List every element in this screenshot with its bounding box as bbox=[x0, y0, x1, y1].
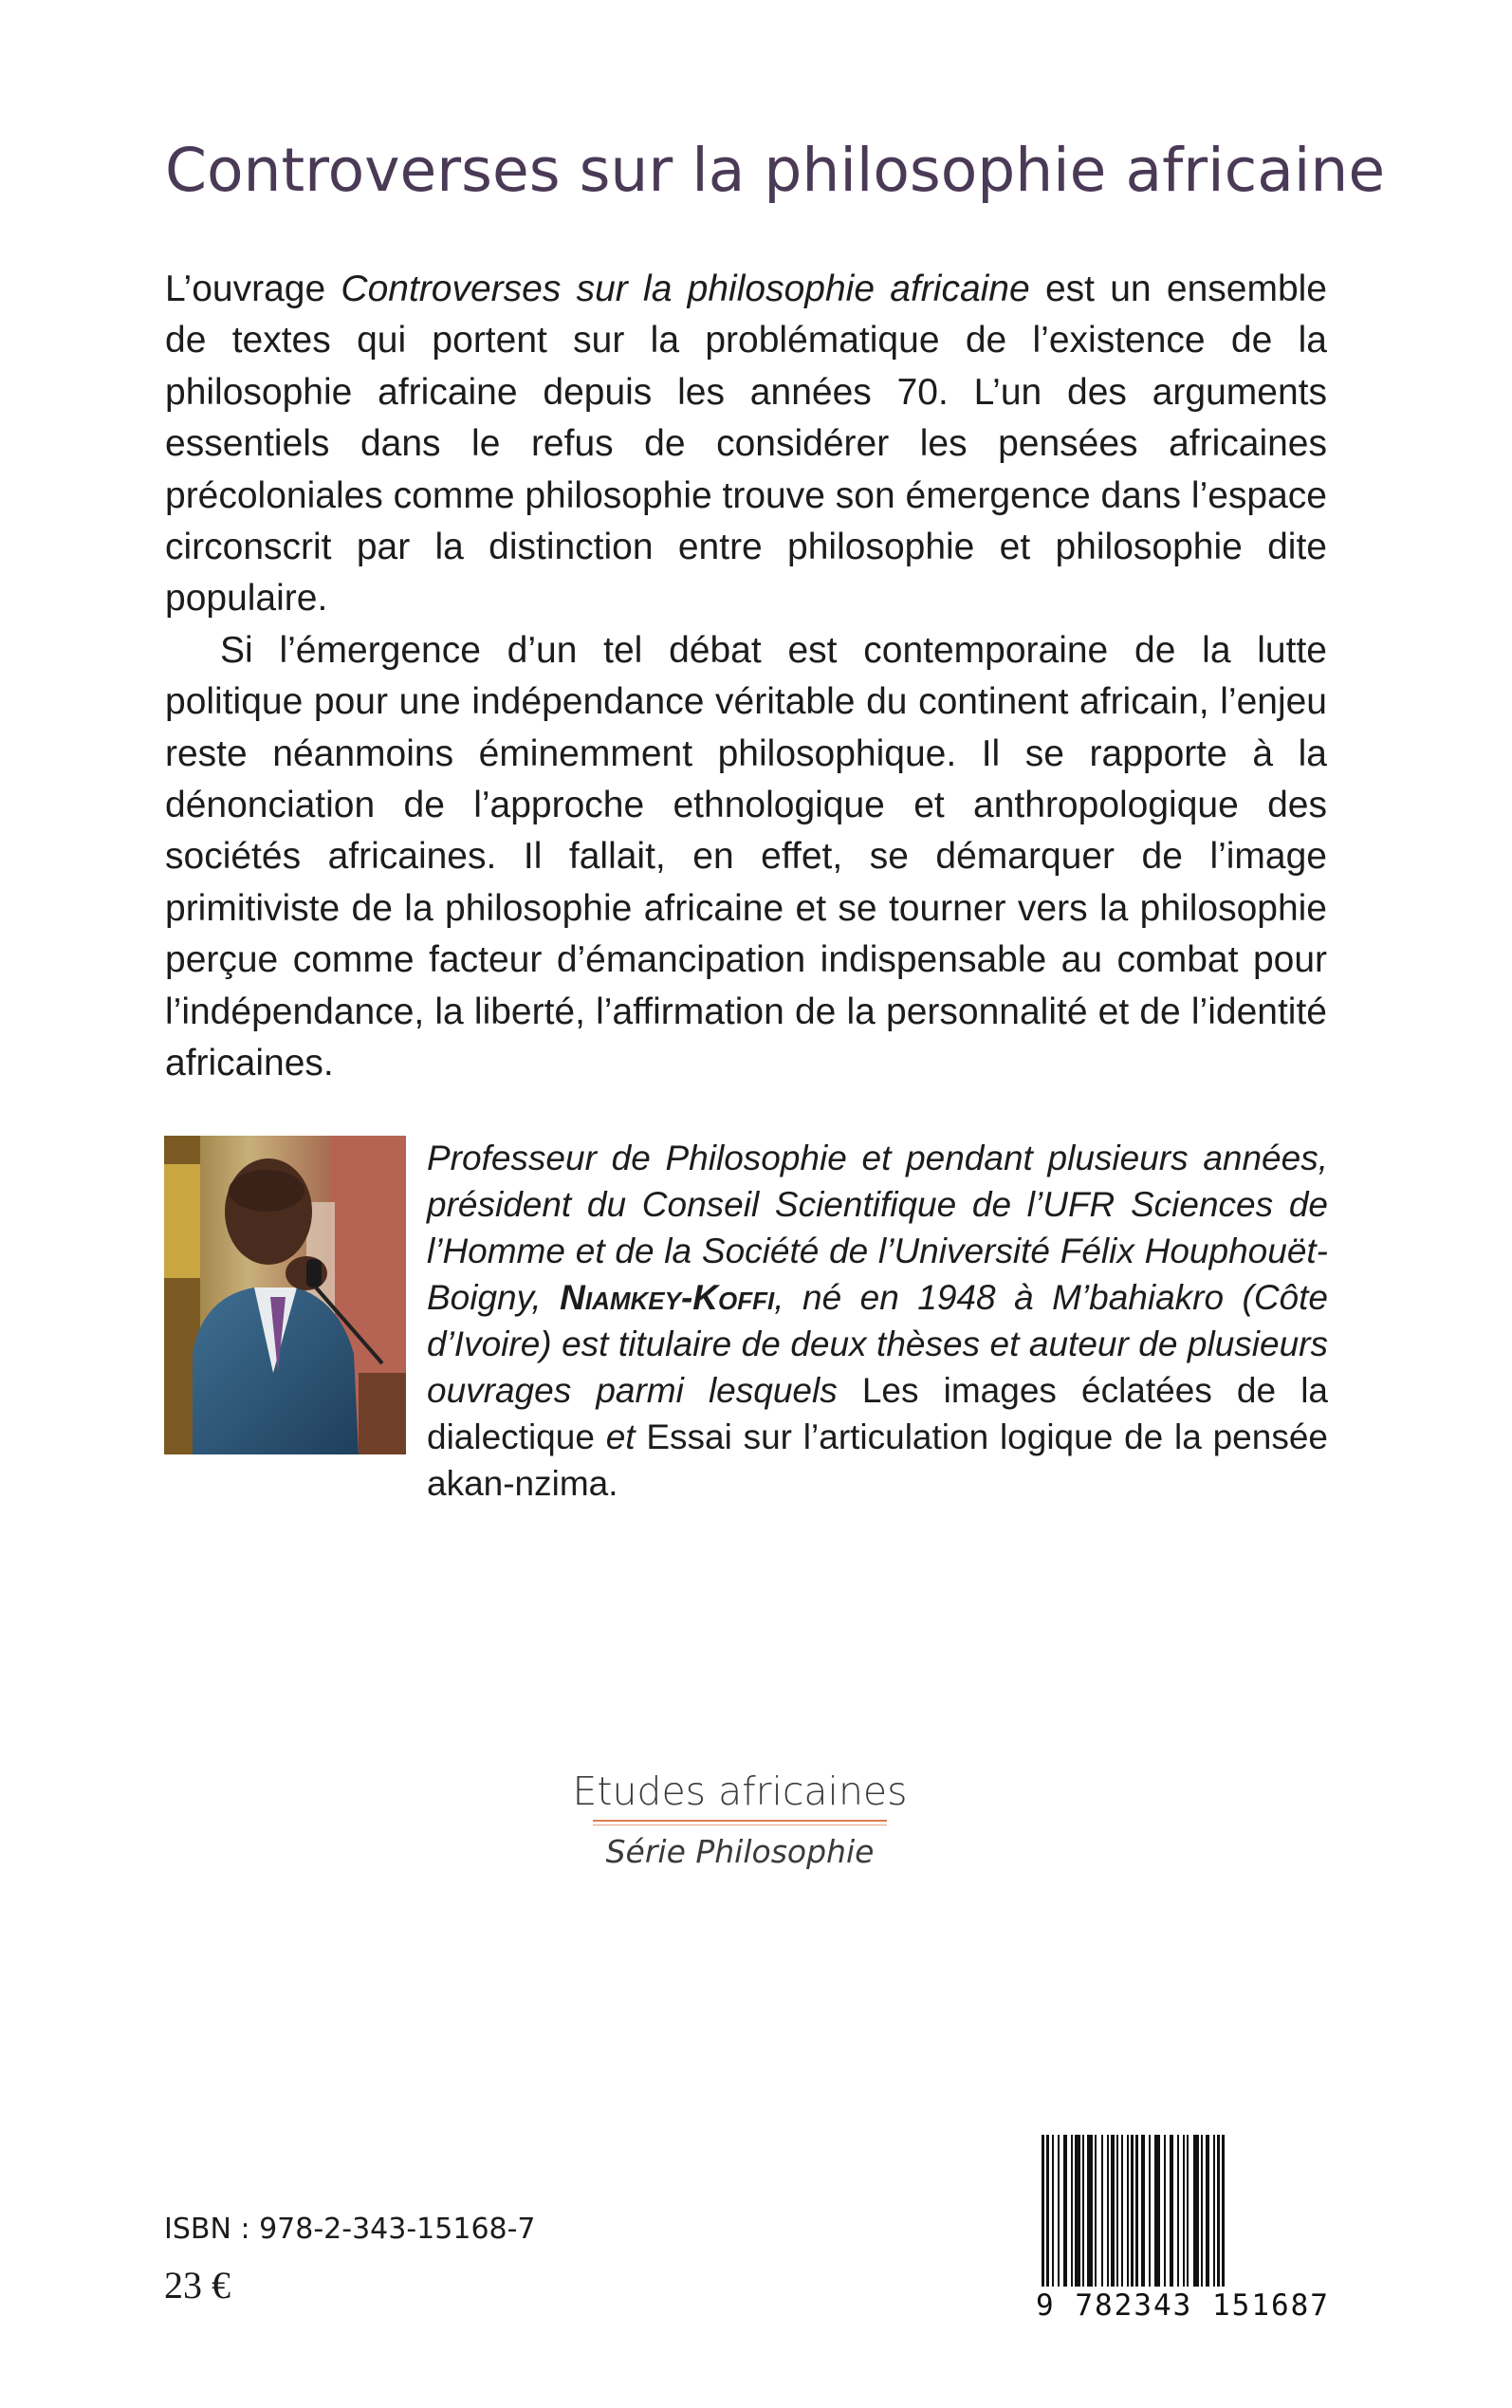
author-portrait-image bbox=[164, 1136, 406, 1454]
barcode-bar bbox=[1071, 2135, 1073, 2287]
barcode-bar bbox=[1101, 2135, 1103, 2287]
barcode-bar bbox=[1206, 2135, 1209, 2287]
bio-work-1: Les images éclatées de la dialectique bbox=[427, 1371, 1329, 1456]
price: 23 € bbox=[164, 2264, 230, 2306]
bio-connector: et bbox=[594, 1417, 647, 1456]
barcode-digits: 9 782343 151687 bbox=[1034, 2287, 1332, 2325]
barcode-bar bbox=[1183, 2135, 1185, 2287]
author-name: Niamkey-Koffi bbox=[560, 1278, 775, 1317]
barcode-bar bbox=[1063, 2135, 1067, 2287]
barcode-bar bbox=[1116, 2135, 1118, 2287]
book-title: Controverses sur la philosophie africaine bbox=[165, 136, 1386, 205]
barcode-bar bbox=[1121, 2135, 1123, 2287]
barcode-bar bbox=[1213, 2135, 1215, 2287]
barcode-bar bbox=[1154, 2135, 1160, 2287]
summary-text bbox=[165, 264, 1327, 1090]
barcode-bar bbox=[1164, 2135, 1166, 2287]
barcode-bar bbox=[1170, 2135, 1173, 2287]
summary-rest: est un ensemble de textes qui portent sur la problématique de l’existence de la philosophie africaine depuis les années 70. L’un des arguments essentiels dans le refus de considérer les pensées africaines précoloniales comme philosophie trouve son émergence dans l’espace circonscrit par la distinction entre philosophie et philosophie dite populaire. bbox=[165, 269, 1327, 620]
summary-paragraph-2: Si l’émergence d’un tel débat est contemporaine de la lutte politique pour une indépendance véritable du continent africain, l’enjeu reste néanmoins éminemment philosophique. Il se rapporte à la dénonciation de l’approche ethnologique et anthropologique des sociétés africaines. Il fallait, en effet, se démarquer de l’image primitiviste de la philosophie africaine et se tourner vers la philosophie perçue comme facteur d’émancipation indispensable au combat pour l’indépendance, la liberté, l’affirmation de la personnalité et de l’identité africaines. bbox=[165, 629, 1327, 1084]
barcode-bar bbox=[1177, 2135, 1179, 2287]
summary-paragraph-1 bbox=[165, 264, 1327, 625]
barcode-bar bbox=[1111, 2135, 1115, 2287]
bio-work-2: Essai sur l’articulation logique de la pensée akan-nzima bbox=[427, 1417, 1328, 1503]
bio-details: , né en 1948 à M’bahiakro (Côte d’Ivoire) est titulaire de deux thèses et auteur de plusieurs ouvrages parmi lesquels bbox=[427, 1278, 1328, 1410]
barcode-bar bbox=[1127, 2135, 1129, 2287]
barcode-bar bbox=[1149, 2135, 1151, 2287]
summary-book-title: Controverses sur la philosophie africaine bbox=[341, 269, 1030, 309]
barcode-bar bbox=[1193, 2135, 1199, 2287]
barcode-bar bbox=[1052, 2135, 1054, 2287]
collection-series: Série Philosophie bbox=[605, 1833, 875, 1870]
barcode-bar bbox=[1201, 2135, 1203, 2287]
summary-lead: L’ouvrage bbox=[165, 269, 341, 309]
isbn-number: ISBN : 978-2-343-15168-7 bbox=[164, 2213, 536, 2246]
bio-end: . bbox=[608, 1464, 618, 1503]
barcode-bar bbox=[1075, 2135, 1080, 2287]
bio-intro: Professeur de Philosophie et pendant plusieurs années, président du Conseil Scientifique de l’UFR Sciences de l’Homme et de la Société de l’Université Félix Houphouët-Boigny, bbox=[427, 1139, 1328, 1317]
author-biography bbox=[427, 1135, 1328, 1507]
barcode-bar bbox=[1187, 2135, 1189, 2287]
barcode-bar bbox=[1107, 2135, 1109, 2287]
author-photo bbox=[164, 1136, 406, 1454]
barcode bbox=[1034, 2129, 1332, 2332]
barcode-bar bbox=[1141, 2135, 1145, 2287]
barcode-bar bbox=[1058, 2135, 1060, 2287]
barcode-bar bbox=[1082, 2135, 1084, 2287]
collection-block bbox=[569, 1767, 911, 1873]
barcode-bar bbox=[1095, 2135, 1097, 2287]
collection-name: Etudes africaines bbox=[572, 1769, 908, 1814]
collection-divider bbox=[593, 1820, 887, 1825]
barcode-bar bbox=[1087, 2135, 1093, 2287]
